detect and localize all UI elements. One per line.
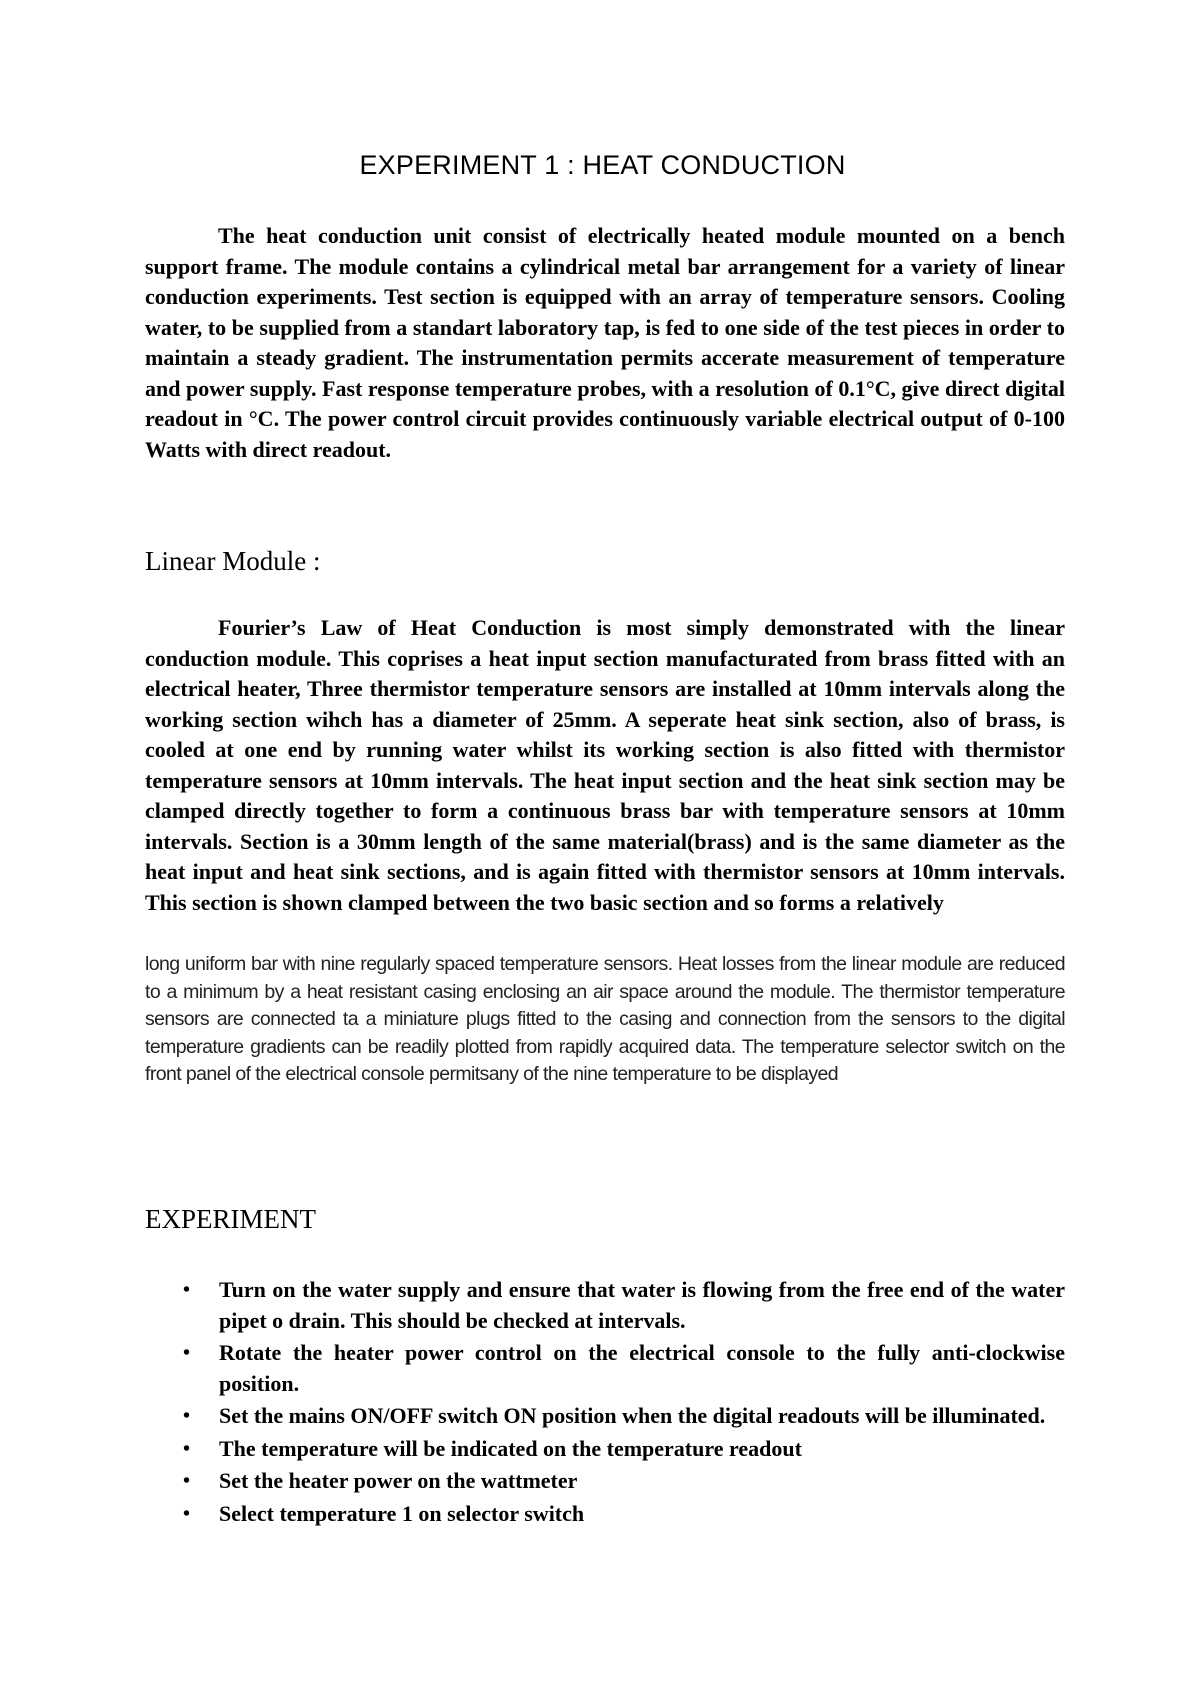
linear-module-paragraph-bold: Fourier’s Law of Heat Conduction is most simply demonstrated with the linear conduction module. This coprises a heat input section manufacturated from brass fitted with an electrical heater, Three thermistor temperature sensors are installed at 10mm intervals along the working section wihch has a diameter of 25mm. A seperate heat sink section, also of brass, is cooled at one end by running water whilst its working section is also fitted with thermistor temperature sensors at 10mm intervals. The heat input section and the heat sink section may be clamped directly together to form a continuous brass bar with temperature sensors at 10mm intervals. Section is a 30mm length of the same material(brass) and is the same diameter as the heat input and heat sink sections, and is again fitted with thermistor sensors at 10mm intervals. This section is shown clamped between the two basic section and so forms a relatively [145,615,1065,915]
intro-paragraph: The heat conduction unit consist of electrically heated module mounted on a bench support frame. The module contains a cylindrical metal bar arrangement for a variety of linear conduction experiments. Test section is equipped with an array of temperature sensors. Cooling water, to be supplied from a standart laboratory tap, is fed to one side of the test pieces in order to maintain a steady gradient. The instrumentation permits accerate measurement of temperature and power supply. Fast response temperature probes, with a resolution of 0.1°C, give direct digital readout in °C. The power control circuit provides continuously variable electrical output of 0-100 Watts with direct readout. [145,223,1065,462]
step-text: Select temperature 1 on selector switch [219,1500,585,1526]
bullet-icon: • [183,1342,191,1364]
experiment-heading: EXPERIMENT [145,1204,316,1234]
step-text: Set the mains ON/OFF switch ON position when the digital readouts will be illuminated. [219,1403,1046,1428]
list-item [145,1338,1065,1399]
step-text: The temperature will be indicated on the temperature readout [219,1435,802,1461]
list-item [145,1275,1065,1336]
bullet-icon: • [183,1405,191,1427]
list-item [145,1401,1065,1432]
list-item [145,1499,1065,1530]
list-item [145,1434,1065,1465]
bullet-icon: • [183,1470,191,1492]
step-text: Set the heater power on the wattmeter [219,1468,578,1493]
bullet-icon: • [183,1502,191,1525]
page-title: EXPERIMENT 1 : HEAT CONDUCTION [359,150,846,180]
experiment-steps-list [145,1275,1065,1531]
bullet-icon: • [183,1279,191,1301]
bullet-icon: • [183,1437,191,1460]
linear-module-paragraph-light: long uniform bar with nine regularly spaced temperature sensors. Heat losses from the linear module are reduced to a minimum by a heat resistant casing enclosing an air space around the module. The thermistor temperature sensors are connected ta a miniature plugs fitted to the casing and connection from the sensors to the digital temperature gradients can be readily plotted from rapidly acquired data. The temperature selector switch on the front panel of the electrical console permitsany of the nine temperature to be displayed [145,953,1065,1086]
list-item [145,1466,1065,1497]
linear-module-heading: Linear Module : [145,546,321,576]
step-text: Turn on the water supply and ensure that water is flowing from the free end of the water pipet o drain. This should be checked at intervals. [219,1277,1065,1333]
step-text: Rotate the heater power control on the electrical console to the fully anti-clockwise position. [219,1340,1065,1396]
